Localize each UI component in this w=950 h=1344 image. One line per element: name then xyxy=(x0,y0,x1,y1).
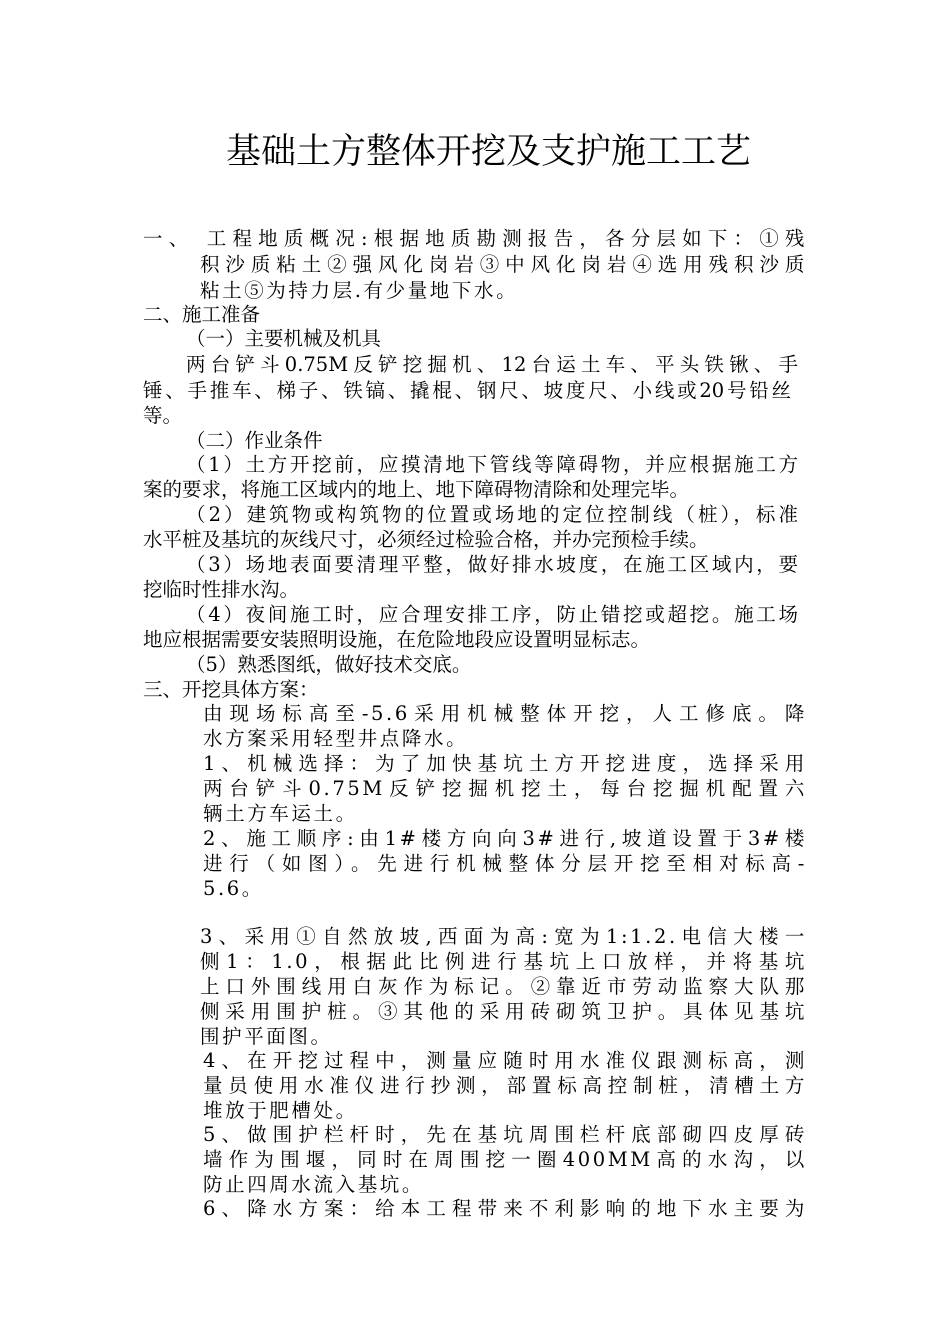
text-line: 上口外围线用白灰作为标记。②靠近市劳动监察大队那 xyxy=(200,975,807,998)
text-line: 1、机械选择：为了加快基坑土方开挖进度，选择采用 xyxy=(203,752,807,775)
subsection-heading: （一）主要机械及机具 xyxy=(186,327,382,350)
text-line: 锤、手推车、梯子、铁镐、撬棍、钢尺、坡度尺、小线或20号铅丝 xyxy=(143,379,791,402)
text-line: （3）场地表面要清理平整，做好排水坡度，在施工区域内，要 xyxy=(186,553,798,576)
text-line: 粘土⑤为持力层.有少量地下水。 xyxy=(200,279,519,302)
text-line: 挖临时性排水沟。 xyxy=(143,578,300,601)
text-line: 由现场标高至-5.6采用机械整体开挖，人工修底。降 xyxy=(203,702,807,725)
text-line: 墙作为围堰，同时在周围挖一圈400MM高的水沟，以 xyxy=(203,1148,807,1171)
text-line: （4）夜间施工时，应合理安排工序，防止错挖或超挖。施工场 xyxy=(186,603,798,626)
text-line: 两台铲斗0.75M反铲挖掘机、12台运土车、平头铁锹、手 xyxy=(186,353,798,376)
text-line: 水方案采用轻型井点降水。 xyxy=(203,727,469,750)
text-line: 等。 xyxy=(143,404,183,427)
text-line: 辆土方车运土。 xyxy=(203,802,358,825)
text-line: 4、在开挖过程中，测量应随时用水准仪跟测标高，测 xyxy=(203,1049,807,1072)
text-line: （5）熟悉图纸，做好技术交底。 xyxy=(186,653,472,676)
text-line: 案的要求，将施工区域内的地上、地下障碍物清除和处理完毕。 xyxy=(143,478,690,501)
text-line: 侧1：1.0，根据此比例进行基坑上口放样，并将基坑 xyxy=(200,950,807,973)
text-line: 5、做围护栏杆时，先在基坑周围栏杆底部砌四皮厚砖 xyxy=(203,1123,807,1146)
text-line: 防止四周水流入基坑。 xyxy=(203,1173,425,1196)
text-line: 5.6。 xyxy=(203,877,264,900)
text-line: 一、 工程地质概况:根据地质勘测报告，各分层如下：①残 xyxy=(143,227,807,250)
text-line: 堆放于肥槽处。 xyxy=(203,1099,358,1122)
text-line: 进行（如图）。先进行机械整体分层开挖至相对标高- xyxy=(203,852,807,875)
text-line: 3、采用①自然放坡,西面为高:宽为1:1.2.电信大楼一 xyxy=(200,925,807,948)
text-line: 量员使用水准仪进行抄测，部置标高控制桩，清槽土方 xyxy=(203,1074,807,1097)
text-line: （2）建筑物或构筑物的位置或场地的定位控制线（桩），标准 xyxy=(186,503,798,526)
section-heading: 三、开挖具体方案： xyxy=(143,678,319,701)
text-line: 2、施工顺序:由1#楼方向向3#进行,坡道设置于3#楼 xyxy=(203,827,807,850)
text-line: 围护平面图。 xyxy=(200,1025,333,1048)
document-title: 基础土方整体开挖及支护施工工艺 xyxy=(226,132,752,172)
text-line: 积沙质粘土②强风化岗岩③中风化岗岩④选用残积沙质 xyxy=(200,253,807,276)
subsection-heading: （二）作业条件 xyxy=(186,429,323,452)
text-line: 水平桩及基坑的灰线尺寸，必须经过检验合格，并办完预检手续。 xyxy=(143,528,709,551)
text-line: 两台铲斗0.75M反铲挖掘机挖土，每台挖掘机配置六 xyxy=(203,777,807,800)
text-line: 地应根据需要安装照明设施，在危险地段应设置明显标志。 xyxy=(143,628,651,651)
section-heading: 二、施工准备 xyxy=(143,303,261,326)
text-line: 6、降水方案：给本工程带来不利影响的地下水主要为 xyxy=(203,1197,807,1220)
text-line: （1）土方开挖前，应摸清地下管线等障碍物，并应根据施工方 xyxy=(186,453,798,476)
text-line: 侧采用围护桩。③其他的采用砖砌筑卫护。具体见基坑 xyxy=(200,1000,807,1023)
